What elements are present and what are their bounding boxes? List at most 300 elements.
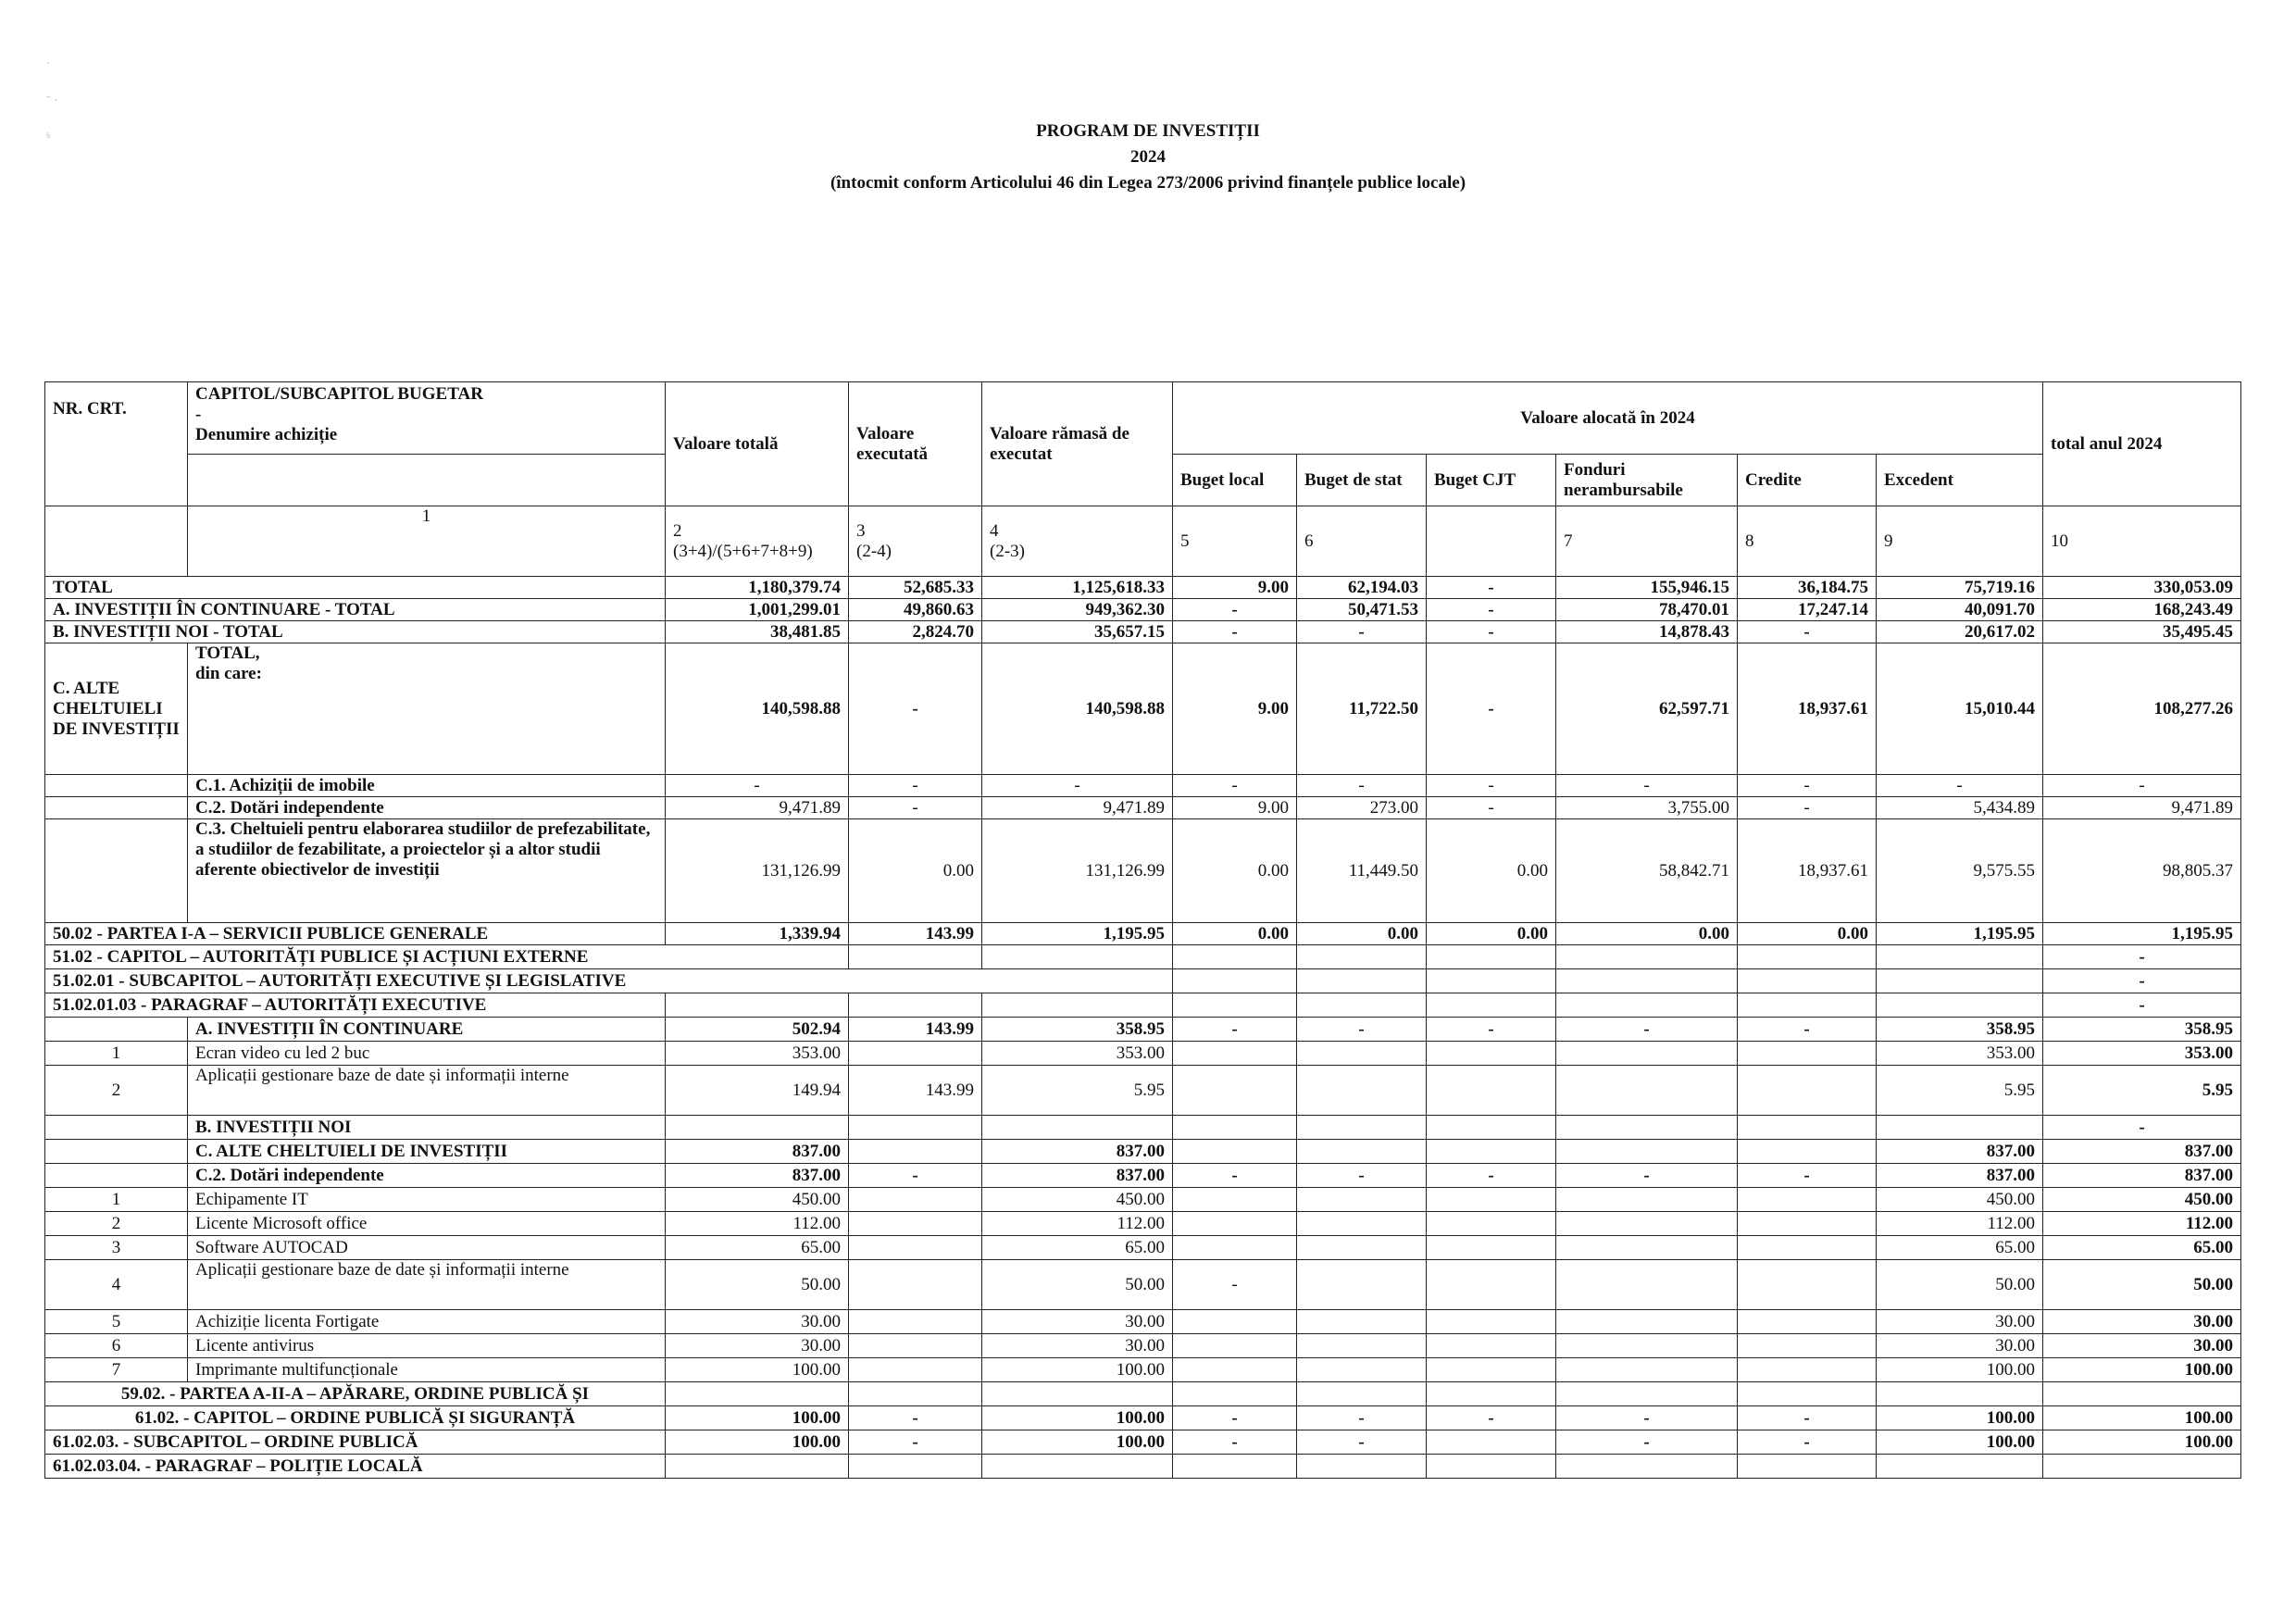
cell-col-4: 100.00 bbox=[982, 1430, 1173, 1455]
colnum-2-formula: (3+4)/(5+6+7+8+9) bbox=[673, 541, 813, 561]
cell-col-9: 0.00 bbox=[1738, 923, 1877, 945]
row-label: 51.02.01.03 - PARAGRAF – AUTORITĂȚI EXECUTIVE bbox=[45, 993, 666, 1018]
row-label: 51.02 - CAPITOL – AUTORITĂȚI PUBLICE ȘI ACȚIUNI EXTERNE bbox=[45, 945, 849, 969]
empty-cell bbox=[1427, 1382, 1556, 1406]
cell-col-9: 18,937.61 bbox=[1738, 819, 1877, 923]
colnum-4-formula: (2-3) bbox=[990, 541, 1025, 561]
row-nr bbox=[45, 1140, 188, 1164]
table-row-c_alte bbox=[45, 1140, 2241, 1164]
cell-col-8 bbox=[1556, 1212, 1738, 1236]
row-nr: 4 bbox=[45, 1260, 188, 1310]
cell-col-10: 75,719.16 bbox=[1877, 577, 2043, 599]
document-title: PROGRAM DE INVESTIȚII bbox=[1036, 121, 1260, 141]
cell-col-3: 0.00 bbox=[849, 819, 982, 923]
row-label: B. INVESTIȚII NOI bbox=[188, 1116, 666, 1140]
empty-cell bbox=[1297, 993, 1427, 1018]
cell-col-5: - bbox=[1173, 1018, 1297, 1042]
cell-col-4: 353.00 bbox=[982, 1042, 1173, 1066]
cell-col-5: 0.00 bbox=[1173, 819, 1297, 923]
cell-col-9: 18,937.61 bbox=[1738, 643, 1877, 775]
row-nr bbox=[45, 819, 188, 923]
cell-col-4: 50.00 bbox=[982, 1260, 1173, 1310]
cell-col-7: - bbox=[1427, 775, 1556, 797]
table-row-sub610203 bbox=[45, 1430, 2241, 1455]
table-row-total bbox=[45, 577, 2241, 599]
cell-col-7 bbox=[1427, 1334, 1556, 1358]
cell-col-3: 143.99 bbox=[849, 1018, 982, 1042]
cell-col-9: - bbox=[1738, 1018, 1877, 1042]
row-label: C.2. Dotări independente bbox=[188, 797, 666, 819]
header-capitol-line1: CAPITOL/SUBCAPITOL BUGETAR bbox=[195, 384, 483, 404]
header-nr-crt: NR. CRT. bbox=[45, 382, 188, 506]
cell-col-10: 353.00 bbox=[1877, 1042, 2043, 1066]
cell-col-10: 30.00 bbox=[1877, 1310, 2043, 1334]
cell-col-11: 9,471.89 bbox=[2043, 797, 2241, 819]
cell-col-5: - bbox=[1173, 1430, 1297, 1455]
empty-cell bbox=[1877, 1116, 2043, 1140]
cell-col-9: - bbox=[1738, 1164, 1877, 1188]
cell-col-4: 112.00 bbox=[982, 1212, 1173, 1236]
row-label: Software AUTOCAD bbox=[188, 1236, 666, 1260]
cell-col-7: - bbox=[1427, 643, 1556, 775]
cell-col-7: 0.00 bbox=[1427, 819, 1556, 923]
cell-col-11: 100.00 bbox=[2043, 1430, 2241, 1455]
header-credite: Credite bbox=[1738, 455, 1877, 506]
cell-col-5: 0.00 bbox=[1173, 923, 1297, 945]
cell-col-2: 131,126.99 bbox=[666, 819, 849, 923]
cell-total: - bbox=[2043, 1116, 2241, 1140]
cell-col-4: 65.00 bbox=[982, 1236, 1173, 1260]
cell-col-8: 78,470.01 bbox=[1556, 599, 1738, 621]
row-label-line2: din care: bbox=[195, 664, 262, 683]
cell-col-3: - bbox=[849, 1406, 982, 1430]
cell-col-8 bbox=[1556, 1066, 1738, 1116]
cell-col-9: 17,247.14 bbox=[1738, 599, 1877, 621]
document-header bbox=[0, 119, 2296, 196]
cell-col-10: 100.00 bbox=[1877, 1430, 2043, 1455]
cell-col-11: 450.00 bbox=[2043, 1188, 2241, 1212]
list-item bbox=[45, 1212, 2241, 1236]
row-nr: 2 bbox=[45, 1066, 188, 1116]
colnum-5: 5 bbox=[1173, 506, 1297, 577]
list-item bbox=[45, 1310, 2241, 1334]
cell-col-7 bbox=[1427, 1188, 1556, 1212]
cell-col-7: - bbox=[1427, 621, 1556, 643]
empty-cell bbox=[1556, 1116, 1738, 1140]
empty-cell bbox=[1297, 1455, 1427, 1479]
cell-col-7: 0.00 bbox=[1427, 923, 1556, 945]
cell-col-9 bbox=[1738, 1042, 1877, 1066]
row-label: A. INVESTIȚII ÎN CONTINUARE bbox=[188, 1018, 666, 1042]
cell-col-10: 40,091.70 bbox=[1877, 599, 2043, 621]
table-row-c2 bbox=[45, 797, 2241, 819]
cell-col-4: 1,125,618.33 bbox=[982, 577, 1173, 599]
empty-cell bbox=[1877, 945, 2043, 969]
table-row-cap6102 bbox=[45, 1406, 2241, 1430]
cell-col-2: 50.00 bbox=[666, 1260, 849, 1310]
cell-col-10: 1,195.95 bbox=[1877, 923, 2043, 945]
cell-col-6: - bbox=[1297, 775, 1427, 797]
cell-col-6: 50,471.53 bbox=[1297, 599, 1427, 621]
empty-cell bbox=[1556, 1455, 1738, 1479]
cell-col-11: 837.00 bbox=[2043, 1140, 2241, 1164]
header-capitol-line3: Denumire achiziție bbox=[195, 425, 338, 444]
header-buget-cjt: Buget CJT bbox=[1427, 455, 1556, 506]
list-item bbox=[45, 1236, 2241, 1260]
cell-col-6: 62,194.03 bbox=[1297, 577, 1427, 599]
cell-col-8 bbox=[1556, 1140, 1738, 1164]
cell-col-11: 1,195.95 bbox=[2043, 923, 2241, 945]
cell-col-8 bbox=[1556, 1310, 1738, 1334]
cell-col-5 bbox=[1173, 1140, 1297, 1164]
cell-col-5: 9.00 bbox=[1173, 797, 1297, 819]
cell-col-9 bbox=[1738, 1334, 1877, 1358]
cell-col-4: 450.00 bbox=[982, 1188, 1173, 1212]
cell-col-4: 35,657.15 bbox=[982, 621, 1173, 643]
cell-col-9 bbox=[1738, 1066, 1877, 1116]
cell-col-11: 98,805.37 bbox=[2043, 819, 2241, 923]
cell-col-10: 112.00 bbox=[1877, 1212, 2043, 1236]
cell-col-9 bbox=[1738, 1212, 1877, 1236]
empty-cell bbox=[1877, 969, 2043, 993]
cell-col-6: 273.00 bbox=[1297, 797, 1427, 819]
empty-cell bbox=[1173, 945, 1297, 969]
cell-col-9 bbox=[1738, 1358, 1877, 1382]
cell-col-8: - bbox=[1556, 1164, 1738, 1188]
cell-col-3 bbox=[849, 1334, 982, 1358]
cell-col-10: 100.00 bbox=[1877, 1358, 2043, 1382]
row-label: Achiziție licenta Fortigate bbox=[188, 1310, 666, 1334]
header-empty bbox=[188, 455, 666, 506]
cell-col-11: 100.00 bbox=[2043, 1406, 2241, 1430]
cell-col-10: 30.00 bbox=[1877, 1334, 2043, 1358]
empty-cell bbox=[982, 1455, 1173, 1479]
cell-col-3: - bbox=[849, 797, 982, 819]
cell-col-2: 9,471.89 bbox=[666, 797, 849, 819]
row-label: Aplicații gestionare baze de date și informații interne bbox=[188, 1066, 666, 1116]
cell-col-5: - bbox=[1173, 599, 1297, 621]
cell-col-5 bbox=[1173, 1310, 1297, 1334]
header-valoare-alocata: Valoare alocată în 2024 bbox=[1173, 382, 2043, 455]
cell-col-5 bbox=[1173, 1236, 1297, 1260]
row-label: 51.02.01 - SUBCAPITOL – AUTORITĂȚI EXECUTIVE ȘI LEGISLATIVE bbox=[45, 969, 1173, 993]
row-nr bbox=[45, 1018, 188, 1042]
row-nr bbox=[45, 775, 188, 797]
cell-col-8: 62,597.71 bbox=[1556, 643, 1738, 775]
colnum-10: 10 bbox=[2043, 506, 2241, 577]
cell-col-4: 837.00 bbox=[982, 1164, 1173, 1188]
cell-col-7 bbox=[1427, 1358, 1556, 1382]
empty-cell bbox=[666, 1382, 849, 1406]
cell-col-5: - bbox=[1173, 1260, 1297, 1310]
cell-col-5 bbox=[1173, 1188, 1297, 1212]
cell-col-10: - bbox=[1877, 775, 2043, 797]
row-label: C. ALTE CHELTUIELI DE INVESTIȚII bbox=[188, 1140, 666, 1164]
header-capitol bbox=[188, 382, 666, 455]
cell-col-11: 330,053.09 bbox=[2043, 577, 2241, 599]
cell-col-3 bbox=[849, 1260, 982, 1310]
row-nr: 6 bbox=[45, 1334, 188, 1358]
cell-col-4: 837.00 bbox=[982, 1140, 1173, 1164]
cell-col-6: 0.00 bbox=[1297, 923, 1427, 945]
cell-col-11: 112.00 bbox=[2043, 1212, 2241, 1236]
row-label: C.1. Achiziții de imobile bbox=[188, 775, 666, 797]
cell-col-9 bbox=[1738, 1260, 1877, 1310]
row-nr bbox=[45, 1116, 188, 1140]
row-label: A. INVESTIȚII ÎN CONTINUARE - TOTAL bbox=[45, 599, 666, 621]
row-nr: 7 bbox=[45, 1358, 188, 1382]
table-row-c2_dot bbox=[45, 1164, 2241, 1188]
cell-col-8: - bbox=[1556, 775, 1738, 797]
cell-col-6 bbox=[1297, 1188, 1427, 1212]
row-label: Licente antivirus bbox=[188, 1334, 666, 1358]
cell-col-11: 30.00 bbox=[2043, 1334, 2241, 1358]
cell-col-4: - bbox=[982, 775, 1173, 797]
cell-col-9: - bbox=[1738, 1430, 1877, 1455]
cell-col-7 bbox=[1427, 1430, 1556, 1455]
cell-col-11: 30.00 bbox=[2043, 1310, 2241, 1334]
cell-col-8 bbox=[1556, 1260, 1738, 1310]
table-row-par61020304 bbox=[45, 1455, 2241, 1479]
cell-col-9: - bbox=[1738, 621, 1877, 643]
cell-col-4: 1,195.95 bbox=[982, 923, 1173, 945]
cell-col-6 bbox=[1297, 1140, 1427, 1164]
empty-cell bbox=[1297, 945, 1427, 969]
cell-col-4: 358.95 bbox=[982, 1018, 1173, 1042]
colnum-empty bbox=[45, 506, 188, 577]
cell-col-3: 49,860.63 bbox=[849, 599, 982, 621]
table-row-a-cont bbox=[45, 1018, 2241, 1042]
cell-col-10: 5,434.89 bbox=[1877, 797, 2043, 819]
cell-col-8: - bbox=[1556, 1406, 1738, 1430]
cell-col-11: 358.95 bbox=[2043, 1018, 2241, 1042]
row-nr bbox=[45, 1164, 188, 1188]
empty-cell bbox=[849, 1455, 982, 1479]
empty-cell bbox=[1738, 993, 1877, 1018]
header-fonduri: Fonduri nerambursabile bbox=[1556, 455, 1738, 506]
cell-col-9 bbox=[1738, 1236, 1877, 1260]
list-item bbox=[45, 1188, 2241, 1212]
cell-col-2: 149.94 bbox=[666, 1066, 849, 1116]
cell-col-7: - bbox=[1427, 1018, 1556, 1042]
header-total-anul: total anul 2024 bbox=[2043, 382, 2241, 506]
empty-cell bbox=[1173, 1382, 1297, 1406]
row-label: 59.02. - PARTEA A-II-A – APĂRARE, ORDINE PUBLICĂ ȘI bbox=[45, 1382, 666, 1406]
row-label: B. INVESTIȚII NOI - TOTAL bbox=[45, 621, 666, 643]
cell-col-11: 100.00 bbox=[2043, 1358, 2241, 1382]
empty-cell bbox=[1556, 945, 1738, 969]
empty-cell bbox=[982, 1382, 1173, 1406]
cell-col-9 bbox=[1738, 1140, 1877, 1164]
cell-col-10: 50.00 bbox=[1877, 1260, 2043, 1310]
colnum-1: 1 bbox=[188, 506, 666, 577]
colnum-4-label: 4 bbox=[990, 520, 999, 541]
cell-col-10: 5.95 bbox=[1877, 1066, 2043, 1116]
cell-col-5: - bbox=[1173, 1164, 1297, 1188]
cell-col-8: 58,842.71 bbox=[1556, 819, 1738, 923]
cell-col-7: - bbox=[1427, 797, 1556, 819]
cell-col-6 bbox=[1297, 1042, 1427, 1066]
cell-col-4: 949,362.30 bbox=[982, 599, 1173, 621]
cell-col-7 bbox=[1427, 1236, 1556, 1260]
list-item bbox=[45, 1260, 2241, 1310]
colnum-7: 7 bbox=[1556, 506, 1738, 577]
cell-col-5: - bbox=[1173, 1406, 1297, 1430]
cell-col-4: 140,598.88 bbox=[982, 643, 1173, 775]
cell-col-6 bbox=[1297, 1358, 1427, 1382]
cell-col-2: 100.00 bbox=[666, 1406, 849, 1430]
cell-col-6: 11,449.50 bbox=[1297, 819, 1427, 923]
cell-col-2: 30.00 bbox=[666, 1334, 849, 1358]
cell-col-11: 837.00 bbox=[2043, 1164, 2241, 1188]
empty-cell bbox=[1427, 993, 1556, 1018]
cell-col-11: 108,277.26 bbox=[2043, 643, 2241, 775]
table-row-b-noi bbox=[45, 1116, 2241, 1140]
cell-col-2: 65.00 bbox=[666, 1236, 849, 1260]
cell-col-8: - bbox=[1556, 1430, 1738, 1455]
cell-col-7: - bbox=[1427, 599, 1556, 621]
colnum-cjt bbox=[1427, 506, 1556, 577]
empty-cell bbox=[982, 993, 1173, 1018]
colnum-3 bbox=[849, 506, 982, 577]
cell-col-9: - bbox=[1738, 775, 1877, 797]
cell-col-9 bbox=[1738, 1188, 1877, 1212]
cell-col-11: 168,243.49 bbox=[2043, 599, 2241, 621]
cell-col-6 bbox=[1297, 1334, 1427, 1358]
colnum-6: 6 bbox=[1297, 506, 1427, 577]
cell-col-4: 100.00 bbox=[982, 1358, 1173, 1382]
cell-col-10: 837.00 bbox=[1877, 1140, 2043, 1164]
table-row-c-total bbox=[45, 643, 2241, 775]
cell-col-3 bbox=[849, 1310, 982, 1334]
empty-cell bbox=[666, 1116, 849, 1140]
cell-col-2: 1,180,379.74 bbox=[666, 577, 849, 599]
header-buget-stat: Buget de stat bbox=[1297, 455, 1427, 506]
scan-artifacts: · ˜ · ᵇ bbox=[46, 57, 58, 145]
cell-col-7 bbox=[1427, 1140, 1556, 1164]
empty-cell bbox=[1738, 1382, 1877, 1406]
cell-col-2: 30.00 bbox=[666, 1310, 849, 1334]
cell-col-2: 140,598.88 bbox=[666, 643, 849, 775]
row-label: C.3. Cheltuieli pentru elaborarea studiilor de prefezabilitate, a studiilor de fezabilitate, a proiectelor și a altor studii aferente obiectivelor de investiții bbox=[188, 819, 666, 923]
empty-cell bbox=[1556, 969, 1738, 993]
empty-cell bbox=[1877, 1382, 2043, 1406]
cell-col-3: - bbox=[849, 1164, 982, 1188]
row-label bbox=[188, 643, 666, 775]
row-label: Echipamente IT bbox=[188, 1188, 666, 1212]
cell-col-11: 65.00 bbox=[2043, 1236, 2241, 1260]
row-label: Aplicații gestionare baze de date și informații interne bbox=[188, 1260, 666, 1310]
empty-cell bbox=[849, 1382, 982, 1406]
cell-col-2: 1,001,299.01 bbox=[666, 599, 849, 621]
colnum-8: 8 bbox=[1738, 506, 1877, 577]
cell-col-10: 358.95 bbox=[1877, 1018, 2043, 1042]
empty-cell bbox=[1173, 1116, 1297, 1140]
cell-col-5 bbox=[1173, 1358, 1297, 1382]
cell-col-7: - bbox=[1427, 577, 1556, 599]
cell-col-6 bbox=[1297, 1066, 1427, 1116]
cell-col-6: - bbox=[1297, 1164, 1427, 1188]
empty-cell bbox=[2043, 1382, 2241, 1406]
empty-cell bbox=[1297, 1382, 1427, 1406]
cell-col-8: 14,878.43 bbox=[1556, 621, 1738, 643]
cell-col-7 bbox=[1427, 1260, 1556, 1310]
cell-col-4: 131,126.99 bbox=[982, 819, 1173, 923]
empty-cell bbox=[1738, 945, 1877, 969]
cell-col-5 bbox=[1173, 1334, 1297, 1358]
empty-cell bbox=[849, 993, 982, 1018]
empty-cell bbox=[1556, 993, 1738, 1018]
empty-cell bbox=[666, 993, 849, 1018]
cell-col-8 bbox=[1556, 1334, 1738, 1358]
cell-col-8: 0.00 bbox=[1556, 923, 1738, 945]
cell-col-8 bbox=[1556, 1188, 1738, 1212]
cell-col-8: - bbox=[1556, 1018, 1738, 1042]
cell-col-5: 9.00 bbox=[1173, 577, 1297, 599]
empty-cell bbox=[1427, 969, 1556, 993]
cell-col-9: - bbox=[1738, 797, 1877, 819]
cell-col-11: - bbox=[2043, 775, 2241, 797]
row-label: Imprimante multifuncționale bbox=[188, 1358, 666, 1382]
empty-cell bbox=[1738, 969, 1877, 993]
cell-col-10: 837.00 bbox=[1877, 1164, 2043, 1188]
cell-col-6: - bbox=[1297, 1018, 1427, 1042]
cell-col-11: 5.95 bbox=[2043, 1066, 2241, 1116]
cell-col-9: 36,184.75 bbox=[1738, 577, 1877, 599]
colnum-2-label: 2 bbox=[673, 520, 682, 541]
empty-cell bbox=[1173, 969, 1297, 993]
row-nr: 5 bbox=[45, 1310, 188, 1334]
empty-cell bbox=[982, 1116, 1173, 1140]
cell-col-11: 35,495.45 bbox=[2043, 621, 2241, 643]
empty-cell bbox=[849, 945, 982, 969]
row-label: 61.02.03.04. - PARAGRAF – POLIȚIE LOCALĂ bbox=[45, 1455, 666, 1479]
cell-col-6 bbox=[1297, 1236, 1427, 1260]
empty-cell bbox=[2043, 1455, 2241, 1479]
cell-col-6 bbox=[1297, 1212, 1427, 1236]
cell-col-6 bbox=[1297, 1310, 1427, 1334]
document-year: 2024 bbox=[1130, 147, 1166, 167]
cell-col-7: - bbox=[1427, 1164, 1556, 1188]
cell-col-10: 65.00 bbox=[1877, 1236, 2043, 1260]
cell-col-4: 9,471.89 bbox=[982, 797, 1173, 819]
cell-col-6: 11,722.50 bbox=[1297, 643, 1427, 775]
row-label: Ecran video cu led 2 buc bbox=[188, 1042, 666, 1066]
row-label: 61.02. - CAPITOL – ORDINE PUBLICĂ ȘI SIGURANȚĂ bbox=[45, 1406, 666, 1430]
cell-col-2: 837.00 bbox=[666, 1164, 849, 1188]
row-label: TOTAL bbox=[45, 577, 666, 599]
table-row-b_total bbox=[45, 621, 2241, 643]
cell-col-6: - bbox=[1297, 621, 1427, 643]
cell-col-6 bbox=[1297, 1260, 1427, 1310]
cell-col-7: - bbox=[1427, 1406, 1556, 1430]
table-row-sub510201 bbox=[45, 969, 2241, 993]
cell-col-9 bbox=[1738, 1310, 1877, 1334]
cell-col-3: 143.99 bbox=[849, 923, 982, 945]
cell-col-8: 155,946.15 bbox=[1556, 577, 1738, 599]
cell-col-5 bbox=[1173, 1066, 1297, 1116]
empty-cell bbox=[1738, 1116, 1877, 1140]
row-nr bbox=[45, 797, 188, 819]
table-row-c1 bbox=[45, 775, 2241, 797]
row-nr: 1 bbox=[45, 1042, 188, 1066]
row-label: 61.02.03. - SUBCAPITOL – ORDINE PUBLICĂ bbox=[45, 1430, 666, 1455]
cell-col-2: 112.00 bbox=[666, 1212, 849, 1236]
cell-col-4: 100.00 bbox=[982, 1406, 1173, 1430]
colnum-3-label: 3 bbox=[856, 520, 866, 541]
row-label: C.2. Dotări independente bbox=[188, 1164, 666, 1188]
table-row-par51020103 bbox=[45, 993, 2241, 1018]
